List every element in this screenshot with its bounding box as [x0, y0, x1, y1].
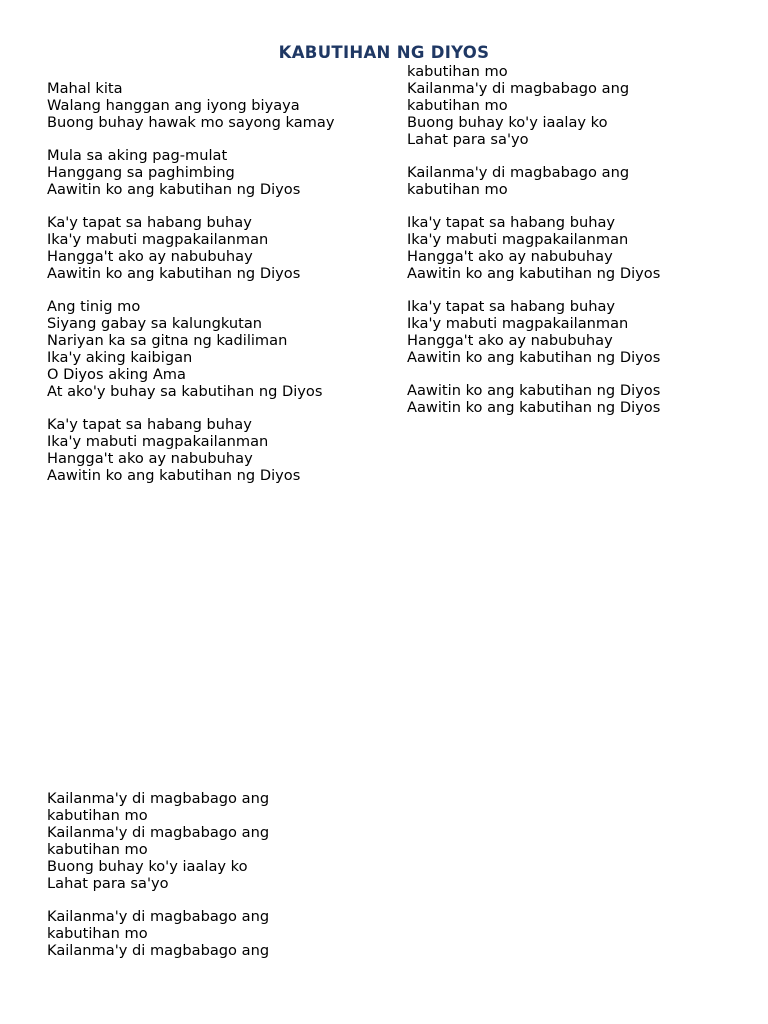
lyrics-stanza	[47, 214, 397, 282]
lyric-line: Ika'y mabuti magpakailanman	[47, 433, 269, 450]
lyric-line: Aawitin ko ang kabutihan ng Diyos	[407, 265, 661, 282]
lyric-line: Ika'y tapat sa habang buhay	[407, 298, 616, 315]
lyric-line: kabutihan mo	[407, 63, 508, 80]
lyrics-column-left-top	[47, 80, 397, 500]
lyric-line: Mula sa aking pag-mulat	[47, 147, 228, 164]
lyric-line: Ang tinig mo	[47, 298, 141, 315]
lyric-line: At ako'y buhay sa kabutihan ng Diyos	[47, 383, 323, 400]
lyrics-stanza	[407, 382, 747, 416]
lyric-line: Aawitin ko ang kabutihan ng Diyos	[407, 399, 661, 416]
lyric-line: kabutihan mo	[407, 181, 508, 198]
lyric-line: Ika'y mabuti magpakailanman	[407, 315, 629, 332]
lyrics-stanza	[47, 298, 397, 400]
lyrics-stanza	[407, 164, 747, 198]
lyric-line: Ika'y aking kaibigan	[47, 349, 193, 366]
lyric-line: Buong buhay ko'y iaalay ko	[47, 858, 248, 875]
song-title: KABUTIHAN NG DIYOS	[278, 43, 490, 62]
lyrics-stanza	[47, 790, 397, 892]
lyric-line: Kailanma'y di magbabago ang	[47, 942, 270, 959]
lyric-line: Kailanma'y di magbabago ang	[47, 908, 270, 925]
lyric-line: Kailanma'y di magbabago ang	[47, 790, 270, 807]
lyric-line: Mahal kita	[47, 80, 123, 97]
lyric-line: Ika'y tapat sa habang buhay	[407, 214, 616, 231]
lyric-line: Aawitin ko ang kabutihan ng Diyos	[47, 181, 301, 198]
lyric-line: kabutihan mo	[47, 807, 148, 824]
lyric-line: Aawitin ko ang kabutihan ng Diyos	[47, 265, 301, 282]
lyrics-stanza	[407, 214, 747, 282]
lyric-line: Aawitin ko ang kabutihan ng Diyos	[47, 467, 301, 484]
lyric-line: Aawitin ko ang kabutihan ng Diyos	[407, 382, 661, 399]
lyrics-stanza	[47, 416, 397, 484]
lyric-line: kabutihan mo	[407, 97, 508, 114]
lyric-line: Buong buhay hawak mo sayong kamay	[47, 114, 335, 131]
lyric-line: Ika'y mabuti magpakailanman	[407, 231, 629, 248]
lyric-line: Hangga't ako ay nabubuhay	[47, 248, 253, 265]
lyric-line: Hangga't ako ay nabubuhay	[407, 332, 613, 349]
lyric-line: O Diyos aking Ama	[47, 366, 186, 383]
lyrics-stanza	[47, 908, 397, 959]
lyrics-stanza	[47, 147, 397, 198]
lyric-line: Hangga't ako ay nabubuhay	[47, 450, 253, 467]
lyric-line: Lahat para sa'yo	[47, 875, 169, 892]
lyric-line: Ka'y tapat sa habang buhay	[47, 416, 252, 433]
lyric-line: Aawitin ko ang kabutihan ng Diyos	[407, 349, 661, 366]
lyric-line: Kailanma'y di magbabago ang	[47, 824, 270, 841]
lyrics-stanza	[47, 80, 397, 131]
lyric-line: Nariyan ka sa gitna ng kadiliman	[47, 332, 288, 349]
lyrics-stanza	[407, 298, 747, 366]
lyric-line: Hanggang sa paghimbing	[47, 164, 235, 181]
lyrics-stanza	[407, 63, 747, 148]
lyric-line: kabutihan mo	[47, 925, 148, 942]
lyric-line: Walang hanggan ang iyong biyaya	[47, 97, 300, 114]
lyric-line: Hangga't ako ay nabubuhay	[407, 248, 613, 265]
lyric-line: Siyang gabay sa kalungkutan	[47, 315, 263, 332]
lyric-line: Kailanma'y di magbabago ang	[407, 164, 630, 181]
lyric-line: Kailanma'y di magbabago ang	[407, 80, 630, 97]
lyric-line: Buong buhay ko'y iaalay ko	[407, 114, 608, 131]
lyric-line: kabutihan mo	[47, 841, 148, 858]
lyrics-column-left-bottom	[47, 790, 397, 975]
lyric-line: Lahat para sa'yo	[407, 131, 529, 148]
lyric-line: Ika'y mabuti magpakailanman	[47, 231, 269, 248]
lyric-line: Ka'y tapat sa habang buhay	[47, 214, 252, 231]
lyrics-column-right	[407, 63, 747, 432]
